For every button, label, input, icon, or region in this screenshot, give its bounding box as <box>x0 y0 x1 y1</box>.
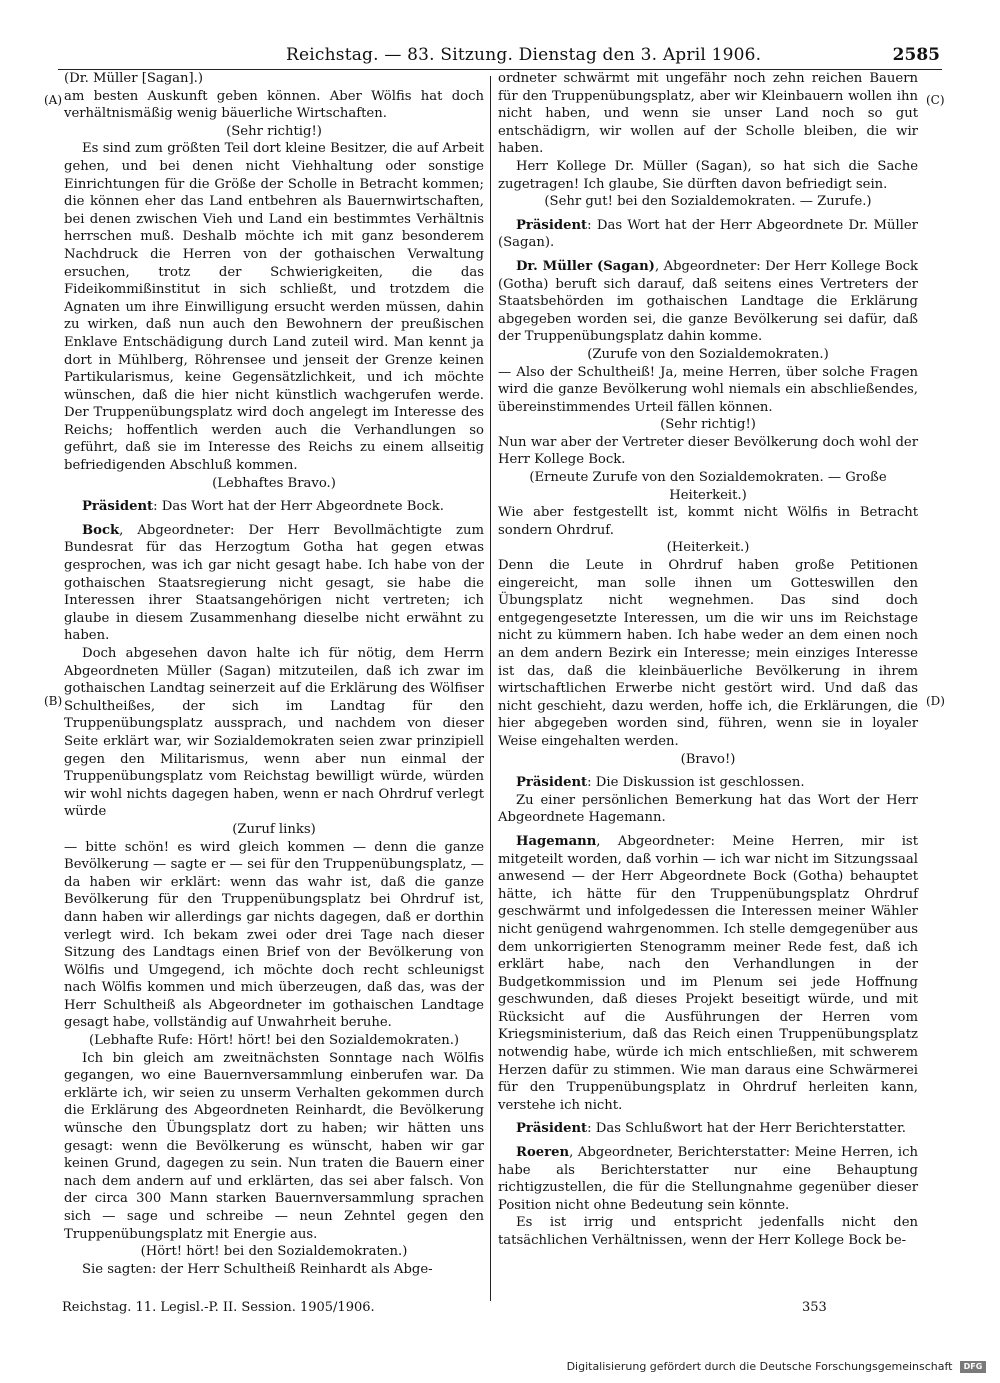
paragraph: Es ist irrig und entspricht jedenfalls nicht den tatsächlichen Verhältnissen, wenn der Herr Kollege Bock be- <box>498 1215 918 1248</box>
paragraph: Es sind zum größten Teil dort kleine Besitzer, die auf Arbeit gehen, und bei denen nicht Viehhaltung oder sonstige Einrichtungen für die Größe der Scholle in Betracht kommen; die können eher das Land entbehren als Bauernwirtschaften, bei denen zwischen Vieh und Land ein bestimmtes Verhältnis herrschen muß. Deshalb möchte ich mit ganz besonderem Nachdruck die Herren von der gothaischen Verwaltung ersuchen, trotz der Schwierigkeiten, die das Fideikommißinstitut in sich schließt, und trotzdem die Agnaten um ihre Einwilligung ersucht werden müssen, dahin zu wirken, daß nun auch den Bewohnern der preußischen Enklave Entschädigung durch Land zuteil wird. Man kennt ja dort in Mühlberg, Röhrensee und jenseit der Grenze keinen Partikularismus, keine Gegensätzlichkeit, und ich möchte wünschen, daß die hier nicht künstlich wachgerufen werde. Der Truppenübungsplatz wird doch angelegt im Interesse des Reichs; hoffentlich werden auch die Verhandlungen so geführt, daß sie im Interesse des Reichs zu einem allseitig befriedigenden Abschluß kommen. <box>64 141 484 474</box>
speech-mueller: Dr. Müller (Sagan), Abgeordneter: Der Herr Kollege Bock (Gotha) beruft sich darauf, daß seitens eines Vertreters der Staatsbehörden im gothaischen Landtage die Erklärung abgegeben worden sei, die ganze Bevölkerung sei dafür, daß der Truppenübungsplatz dahin komme. <box>498 258 918 345</box>
interjection: (Zuruf links) <box>232 821 316 837</box>
paragraph: Zu einer persönlichen Bemerkung hat das Wort der Herr Abgeordnete Hagemann. <box>498 792 918 826</box>
interjection: (Sehr richtig!) <box>226 123 322 139</box>
speaker-name: Roeren <box>516 1145 570 1161</box>
speaker-continuation: (Dr. Müller [Sagan].) <box>64 71 204 86</box>
speaker-name: Hagemann <box>516 833 597 849</box>
interjection: (Lebhaftes Bravo.) <box>212 475 336 491</box>
interjection: (Heiterkeit.) <box>666 540 750 556</box>
paragraph: Nun war aber der Vertreter dieser Bevölkerung doch wohl der Herr Kollege Bock. <box>498 434 918 468</box>
page-number: 2585 <box>892 45 940 65</box>
interjection: (Sehr gut! bei den Sozialdemokraten. — Zurufe.) <box>544 194 872 210</box>
margin-mark-a: (A) <box>44 93 63 107</box>
paragraph: Sie sagten: der Herr Schultheiß Reinhardt als Abge- <box>82 1261 433 1277</box>
speaker-name: Präsident <box>82 499 154 515</box>
margin-mark-b: (B) <box>44 694 63 708</box>
right-column <box>498 70 918 1250</box>
speaker-name: Bock <box>82 522 120 538</box>
interjection: (Bravo!) <box>680 751 736 767</box>
speech-roeren: Roeren, Abgeordneter, Berichterstatter: Meine Herren, ich habe als Berichterstatter nur eine Behauptung richtigzustellen, die für die Stellungnahme gegenüber dieser Position nicht ohne Bedeutung sein könnte. <box>498 1145 918 1213</box>
paragraph: Denn die Leute in Ohrdruf haben große Petitionen eingereicht, man solle ihnen um Gotteswillen den Übungsplatz nicht wegnehmen. Das sind doch entgegengesetzte Interessen, um die wir uns im Reichstage nicht zu kümmern haben. Ich habe weder an dem einen noch an dem andern Bezirk ein Interesse; mein einziges Interesse ist das, daß die kleinbäuerliche Bevölkerung in ihrem wirtschaftlichen Erwerbe nicht gestört wird. Und daß das nicht geschieht, dazu werden, hoffe ich, die Erklärungen, die hier abgegeben worden sind, führen, wenn sie in loyaler Weise eingehalten werden. <box>498 558 918 749</box>
paragraph: Doch abgesehen davon halte ich für nötig, dem Herrn Abgeordneten Müller (Sagan) mitzuteilen, daß ich zwar im gothaischen Landtag seinerzeit auf die Erklärung des Wölfiser Schultheißes, der sich im Landtag für den Truppenübungsplatz aussprach, und nachdem von dieser Seite erklärt war, wir Sozialdemokraten seien zwar prinzipiell gegen den Militarismus, wenn aber nun einmal der Truppenübungsplatz vom Reichstag bewilligt würde, würden wir wohl nichts dagegen haben, wenn er nach Ohrdruf verlegt würde <box>64 646 484 820</box>
president-statement: Präsident: Das Wort hat der Herr Abgeordnete Dr. Müller (Sagan). <box>498 217 918 251</box>
president-statement: Präsident: Das Schlußwort hat der Herr Berichterstatter. <box>516 1121 907 1137</box>
margin-mark-d: (D) <box>926 694 945 708</box>
paragraph: Herr Kollege Dr. Müller (Sagan), so hat sich die Sache zugetragen! Ich glaube, Sie dürften davon befriedigt sein. <box>498 158 918 192</box>
dfg-logo: DFG <box>960 1361 986 1373</box>
paragraph: — Also der Schultheiß! Ja, meine Herren, über solche Fragen wird die ganze Bevölkerung wohl niemals ein abschließendes, übereinstimmendes Urteil fällen können. <box>498 364 918 415</box>
speaker-name: Präsident <box>516 775 588 791</box>
president-statement: Präsident: Das Wort hat der Herr Abgeordnete Bock. <box>82 499 444 515</box>
page-header <box>60 42 940 68</box>
footer-session: Reichstag. 11. Legisl.-P. II. Session. 1905/1906. <box>62 1300 375 1315</box>
speech-bock: Bock, Abgeordneter: Der Herr Bevollmächtigte zum Bundesrat für das Herzogtum Gotha hat gegen etwas gesprochen, was ich gar nicht gesagt habe. Ich habe von der gothaischen Staatsregierung nicht gesagt, sie habe die Interessen ihrer Staatsangehörigen nicht vertreten; ich glaube in diesem Zusammenhang dieselbe nicht erwähnt zu haben. <box>64 522 484 644</box>
interjection: (Hört! hört! bei den Sozialdemokraten.) <box>140 1244 408 1260</box>
interjection: (Erneute Zurufe von den Sozialdemokraten. — Große Heiterkeit.) <box>529 470 887 503</box>
left-column <box>64 70 484 1278</box>
paragraph: Ich bin gleich am zweitnächsten Sonntage nach Wölfis gegangen, wo eine Bauernversammlung einberufen war. Da erklärte ich, wir seien zu unserm Verhalten gekommen durch die Erklärung des Abgeordneten Reinhardt, die Bevölkerung wünsche den Übungsplatz dort zu haben; wir hätten uns gesagt: wenn die Bevölkerung es wünscht, haben wir gar keinen Grund, dagegen zu sein. Nun traten die Bauern einer nach dem andern auf und erklärten, das sei aber falsch. Von der circa 300 Mann starken Bauernversammlung sprachen sich — sage und schreibe — neun Zehntel gegen den Truppenübungsplatz mit Energie aus. <box>64 1050 484 1242</box>
paragraph: — bitte schön! es wird gleich kommen — denn die ganze Bevölkerung — sagte er — sei für den Truppenübungsplatz, — da haben wir erklärt: wenn das wahr ist, daß die ganze Bevölkerung für den Truppenübungsplatz bei Ohrdruf ist, dann haben wir allerdings gar nichts dagegen, daß er dorthin verlegt wird. Ich bekam zwei oder drei Tage nach dieser Sitzung des Landtags einen Brief von der Bevölkerung von Wölfis und Umgegend, ich möchte doch recht schleunigst nach Wölfis kommen und mich überzeugen, daß das, was der Herr Schultheiß als Abgeordneter im gothaischen Landtage gesagt habe, vollständig auf Unwahrheit beruhe. <box>64 839 484 1031</box>
speaker-name: Präsident <box>516 217 588 233</box>
header-title: Reichstag. — 83. Sitzung. Dienstag den 3. April 1906. <box>286 45 762 65</box>
footer-signature-number: 353 <box>802 1300 827 1315</box>
paragraph: am besten Auskunft geben können. Aber Wölfis hat doch verhältnismäßig wenig bäuerliche Wirtschaften. <box>64 88 484 122</box>
paragraph: Wie aber festgestellt ist, kommt nicht Wölfis in Betracht sondern Ohrdruf. <box>498 505 918 538</box>
speaker-name: Präsident <box>516 1121 588 1137</box>
column-divider <box>490 76 491 1301</box>
interjection: (Zurufe von den Sozialdemokraten.) <box>587 346 829 362</box>
credit-text: Digitalisierung gefördert durch die Deutsche Forschungsgemeinschaft <box>566 1360 953 1373</box>
president-statement: Präsident: Die Diskussion ist geschlossen. <box>516 775 805 791</box>
interjection: (Sehr richtig!) <box>660 417 756 433</box>
speaker-name: Dr. Müller (Sagan) <box>516 258 655 274</box>
speech-hagemann: Hagemann, Abgeordneter: Meine Herren, mir ist mitgeteilt worden, daß vorhin — ich war nicht im Sitzungssaal anwesend — der Herr Abgeordnete Bock (Gotha) behauptet hätte, ich hätte für den Truppenübungsplatz Ohrdruf geschwärmt und infolgedessen die Interessen meiner Wähler nicht genügend wahrgenommen. Ich stelle demgegenüber aus dem unkorrigierten Stenogramm meiner Rede fest, daß ich erklärt habe, nach den Verhandlungen in der Budgetkommission und im Plenum sei jede Hoffnung geschwunden, daß dieses Projekt beseitigt würde, und mit Rücksicht auf die Ausführungen der Herren vom Kriegsministerium, daß das Reich einen Truppenübungsplatz notwendig habe, würde ich mich entschließen, mit schwerem Herzen dafür zu stimmen. Wie man daraus eine Schwärmerei für den Truppenübungsplatz in Ohrdruf herleiten kann, verstehe ich nicht. <box>498 833 918 1113</box>
paragraph: ordneter schwärmt mit ungefähr noch zehn reichen Bauern für den Truppenübungsplatz, aber wir Kleinbauern wollen ihn nicht haben, und wenn sie unser Land noch so gut entschädigrn, wir wollen auf der Scholle bleiben, die wir haben. <box>498 71 918 157</box>
digitization-credit <box>567 1360 986 1373</box>
margin-mark-c: (C) <box>926 93 945 107</box>
interjection: (Lebhafte Rufe: Hört! hört! bei den Sozialdemokraten.) <box>88 1033 460 1049</box>
